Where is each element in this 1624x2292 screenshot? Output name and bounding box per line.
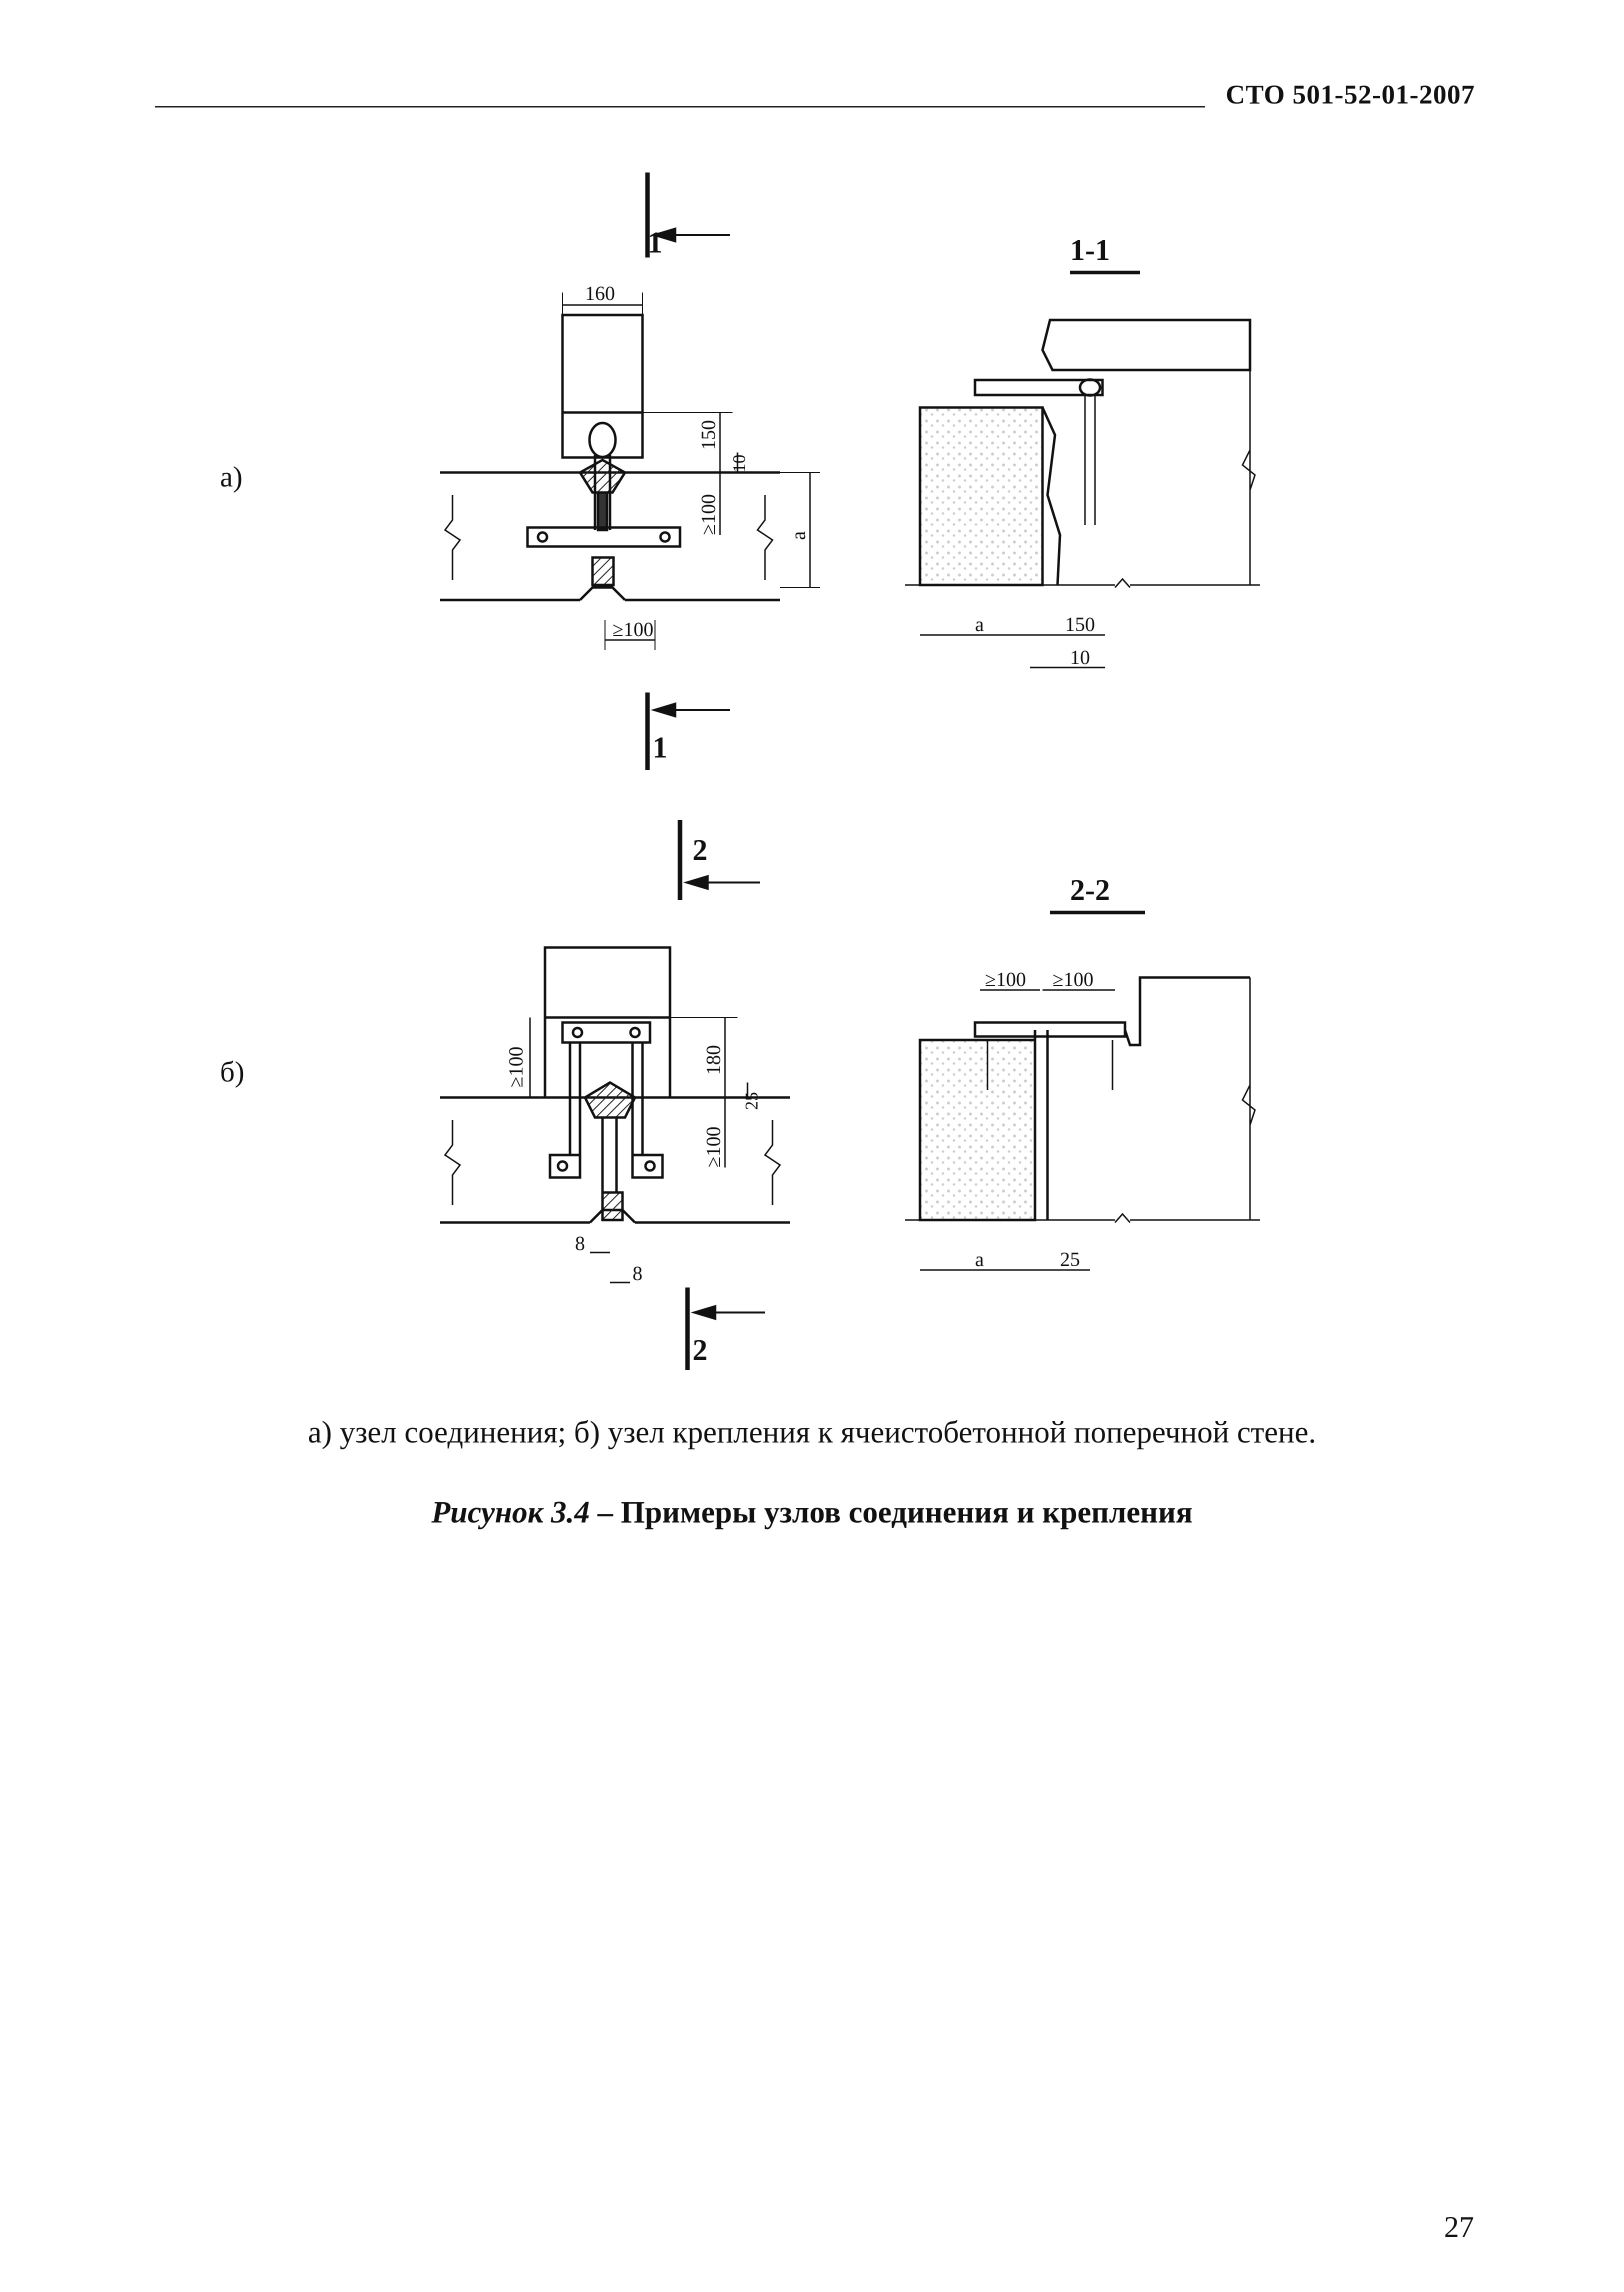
caption-dash: – xyxy=(590,1496,621,1530)
dim-b-ge100-left: ≥100 xyxy=(504,1046,527,1088)
dim-b-ge100-right: ≥100 xyxy=(702,1126,724,1168)
dim-8-b: 8 xyxy=(632,1262,642,1284)
sec-dim-10: 10 xyxy=(1070,646,1090,668)
sec-dim-a: а xyxy=(975,613,984,636)
sec-b-dim-ge100-left: ≥100 xyxy=(985,968,1026,990)
dim-10: 10 xyxy=(729,454,749,472)
section-marker-2-top: 2 xyxy=(692,834,708,866)
dim-160: 160 xyxy=(585,282,615,304)
dim-ge100-b: ≥100 xyxy=(612,618,654,640)
section-2-2-title: 2-2 xyxy=(1070,874,1110,906)
dim-150: 150 xyxy=(697,420,720,450)
sec-b-dim-a: а xyxy=(975,1248,984,1270)
figure-caption xyxy=(0,1495,1624,1530)
section-marker-2-bottom: 2 xyxy=(692,1334,708,1366)
panel-a-plan-text xyxy=(585,226,810,764)
dim-8-a: 8 xyxy=(575,1232,585,1254)
figure-title: Примеры узлов соединения и крепления xyxy=(620,1496,1193,1530)
dim-ge100-a: ≥100 xyxy=(697,494,720,535)
panel-b-section xyxy=(905,978,1260,1270)
sec-b-dim-25: 25 xyxy=(1060,1248,1080,1270)
section-marker-1-bottom: 1 xyxy=(652,731,668,764)
section-1-1-title: 1-1 xyxy=(1070,234,1110,266)
panel-b-label: б) xyxy=(220,1056,244,1088)
dim-a: а xyxy=(787,531,810,540)
figure-number: Рисунок 3.4 xyxy=(431,1496,590,1530)
document-code: СТО 501-52-01-2007 xyxy=(1226,80,1475,110)
dim-180: 180 xyxy=(702,1045,724,1075)
panel-a-label: а) xyxy=(220,460,243,493)
panel-a-plan xyxy=(440,172,820,770)
sec-dim-150: 150 xyxy=(1065,613,1095,636)
page-number: 27 xyxy=(1444,2210,1474,2244)
dim-25: 25 xyxy=(742,1092,762,1110)
figure-subcaption: а) узел соединения; б) узел крепления к ячеистобетонной поперечной стене. xyxy=(308,1416,1316,1450)
sec-b-dim-ge100-right: ≥100 xyxy=(1052,968,1094,990)
panel-b-plan xyxy=(440,820,790,1370)
section-marker-1-top: 1 xyxy=(648,226,662,259)
